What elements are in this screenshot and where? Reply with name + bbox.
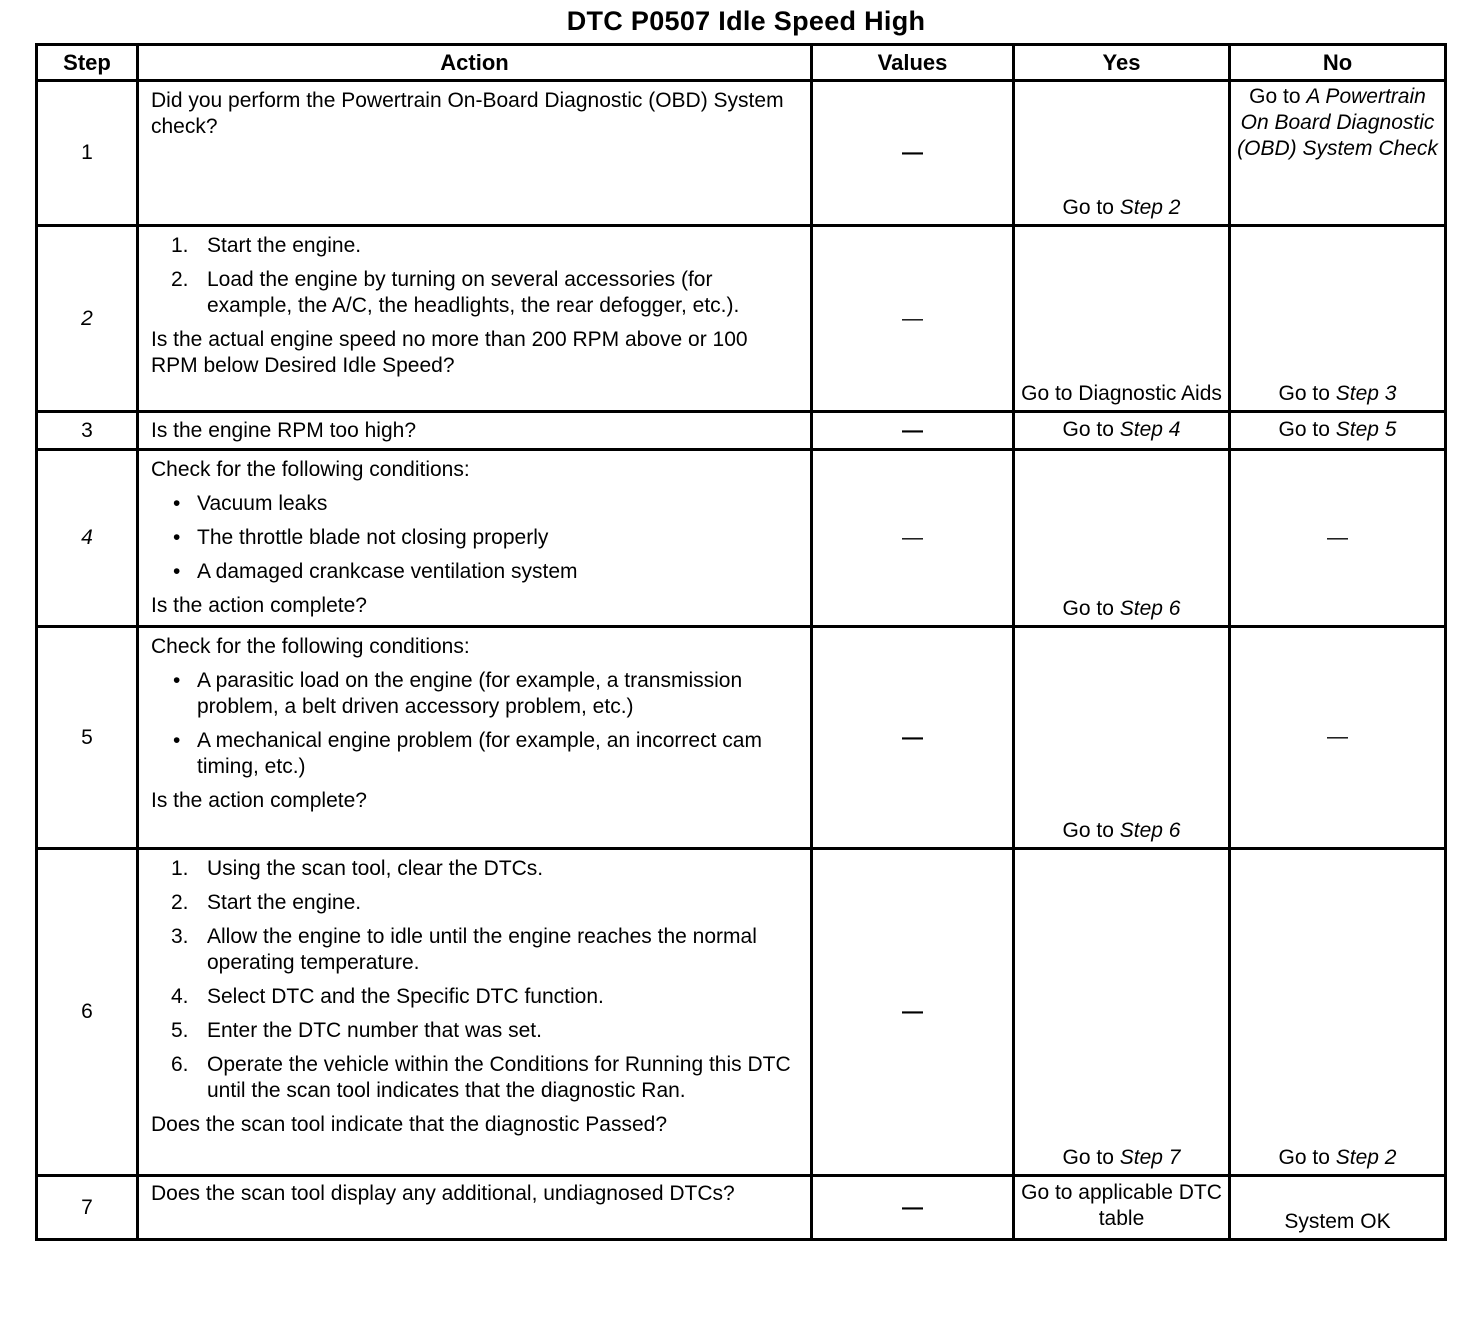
action-question: Is the engine RPM too high?: [151, 418, 417, 442]
values-cell: —: [812, 226, 1014, 412]
values-cell: —: [812, 627, 1014, 849]
action-question: Does the scan tool indicate that the diagnostic Passed?: [151, 1113, 667, 1136]
step-index: 3.: [171, 925, 189, 948]
no-step-ref: Step 5: [1335, 418, 1397, 441]
yes-prefix: Go to: [1062, 819, 1120, 842]
action-steps: [151, 233, 798, 319]
step-text: Allow the engine to idle until the engine reaches the normal operating temperature.: [207, 925, 757, 974]
action-cell: [138, 627, 812, 849]
bullet-item: [151, 525, 798, 551]
bullet-item: [151, 668, 798, 720]
bullet-icon: •: [173, 560, 181, 583]
step-text: Enter the DTC number that was set.: [207, 1019, 542, 1042]
yes-cell: [1014, 81, 1230, 226]
table-row: [37, 226, 1446, 412]
values-cell: —: [812, 450, 1014, 627]
action-bullets: [151, 491, 798, 585]
yes-prefix: Go to: [1062, 196, 1120, 219]
no-cell: System OK: [1230, 1176, 1446, 1240]
step-number: 4: [37, 450, 138, 627]
action-question: Is the actual engine speed no more than 200 RPM above or 100 RPM below Desired Idle Speed?: [151, 328, 748, 377]
table-row: [37, 627, 1446, 849]
bullet-text: Vacuum leaks: [197, 492, 328, 515]
table-row: [37, 849, 1446, 1176]
bullet-text: A parasitic load on the engine (for example, a transmission problem, a belt driven accessory problem, etc.): [197, 669, 743, 718]
no-step-ref: Step 2: [1335, 1146, 1397, 1169]
action-question: Did you perform the Powertrain On-Board Diagnostic (OBD) System check?: [151, 89, 784, 138]
step-text: Start the engine.: [207, 891, 362, 914]
no-prefix: Go to: [1278, 418, 1336, 441]
action-step: [151, 890, 798, 916]
no-cell: [1230, 412, 1446, 450]
yes-step-ref: Step 2: [1119, 196, 1181, 219]
yes-step-ref: Step 6: [1119, 597, 1181, 620]
step-text: Start the engine.: [207, 234, 362, 257]
action-cell: [138, 81, 812, 226]
step-text: Select DTC and the Specific DTC function.: [207, 985, 604, 1008]
step-number: 6: [37, 849, 138, 1176]
action-step: [151, 267, 798, 319]
step-index: 4.: [171, 985, 189, 1008]
values-cell: —: [812, 81, 1014, 226]
step-index: 2.: [171, 891, 189, 914]
step-number: 5: [37, 627, 138, 849]
step-number: 7: [37, 1176, 138, 1240]
table-row: [37, 1176, 1446, 1240]
header-values: Values: [812, 45, 1014, 81]
header-yes: Yes: [1014, 45, 1230, 81]
diagnostic-table: [35, 43, 1447, 1241]
no-step-ref: Step 3: [1335, 382, 1397, 405]
header-step: Step: [37, 45, 138, 81]
action-question: Is the action complete?: [151, 789, 367, 812]
no-prefix: Go to: [1278, 382, 1336, 405]
bullet-item: [151, 728, 798, 780]
no-prefix: Go to: [1249, 85, 1307, 108]
values-cell: —: [812, 849, 1014, 1176]
bullet-icon: •: [173, 669, 181, 692]
no-cell: [1230, 81, 1446, 226]
step-number: 1: [37, 81, 138, 226]
step-index: 1.: [171, 857, 189, 880]
yes-cell: [1014, 450, 1230, 627]
action-cell: [138, 226, 812, 412]
bullet-text: The throttle blade not closing properly: [197, 526, 549, 549]
step-index: 6.: [171, 1053, 189, 1076]
action-cell: [138, 450, 812, 627]
bullet-item: [151, 559, 798, 585]
yes-step-ref: Step 4: [1119, 418, 1181, 441]
no-cell: —: [1230, 627, 1446, 849]
yes-step-ref: Step 6: [1119, 819, 1181, 842]
action-step: [151, 856, 798, 882]
yes-cell: [1014, 849, 1230, 1176]
no-step-ref: A Powertrain On Board Diagnostic (OBD) System Check: [1237, 85, 1438, 160]
step-index: 1.: [171, 234, 189, 257]
action-bullets: [151, 668, 798, 780]
no-cell: [1230, 849, 1446, 1176]
action-step: [151, 1052, 798, 1104]
yes-cell: [1014, 627, 1230, 849]
yes-step-ref: Step 7: [1119, 1146, 1181, 1169]
yes-prefix: Go to: [1062, 1146, 1120, 1169]
bullet-text: A damaged crankcase ventilation system: [197, 560, 578, 583]
bullet-item: [151, 491, 798, 517]
no-cell: —: [1230, 450, 1446, 627]
table-row: [37, 412, 1446, 450]
action-cell: [138, 1176, 812, 1240]
yes-cell: [1014, 412, 1230, 450]
action-cell: [138, 412, 812, 450]
action-step: [151, 984, 798, 1010]
no-cell: [1230, 226, 1446, 412]
action-steps: [151, 856, 798, 1104]
no-prefix: Go to: [1278, 1146, 1336, 1169]
header-no: No: [1230, 45, 1446, 81]
values-cell: —: [812, 1176, 1014, 1240]
step-text: Using the scan tool, clear the DTCs.: [207, 857, 544, 880]
table-row: [37, 450, 1446, 627]
action-question: Does the scan tool display any additional, undiagnosed DTCs?: [151, 1182, 735, 1205]
table-row: [37, 81, 1446, 226]
action-step: [151, 233, 798, 259]
header-row: [37, 45, 1446, 81]
yes-prefix: Go to: [1062, 597, 1120, 620]
step-number: 2: [37, 226, 138, 412]
step-text: Load the engine by turning on several accessories (for example, the A/C, the headlights, the rear defogger, etc.).: [207, 268, 740, 317]
step-text: Operate the vehicle within the Conditions for Running this DTC until the scan tool indicates that the diagnostic Ran.: [207, 1053, 791, 1102]
step-number: 3: [37, 412, 138, 450]
yes-prefix: Go to: [1062, 418, 1120, 441]
action-question: Is the action complete?: [151, 594, 367, 617]
bullet-text: A mechanical engine problem (for example, an incorrect cam timing, etc.): [197, 729, 762, 778]
yes-cell: Go to applicable DTC table: [1014, 1176, 1230, 1240]
step-index: 5.: [171, 1019, 189, 1042]
action-step: [151, 924, 798, 976]
bullet-icon: •: [173, 526, 181, 549]
yes-cell: Go to Diagnostic Aids: [1014, 226, 1230, 412]
action-cell: [138, 849, 812, 1176]
step-index: 2.: [171, 268, 189, 291]
action-lead: Check for the following conditions:: [151, 458, 470, 481]
header-action: Action: [138, 45, 812, 81]
bullet-icon: •: [173, 492, 181, 515]
values-cell: —: [812, 412, 1014, 450]
bullet-icon: •: [173, 729, 181, 752]
action-step: [151, 1018, 798, 1044]
action-lead: Check for the following conditions:: [151, 635, 470, 658]
document-title: DTC P0507 Idle Speed High: [566, 6, 926, 36]
